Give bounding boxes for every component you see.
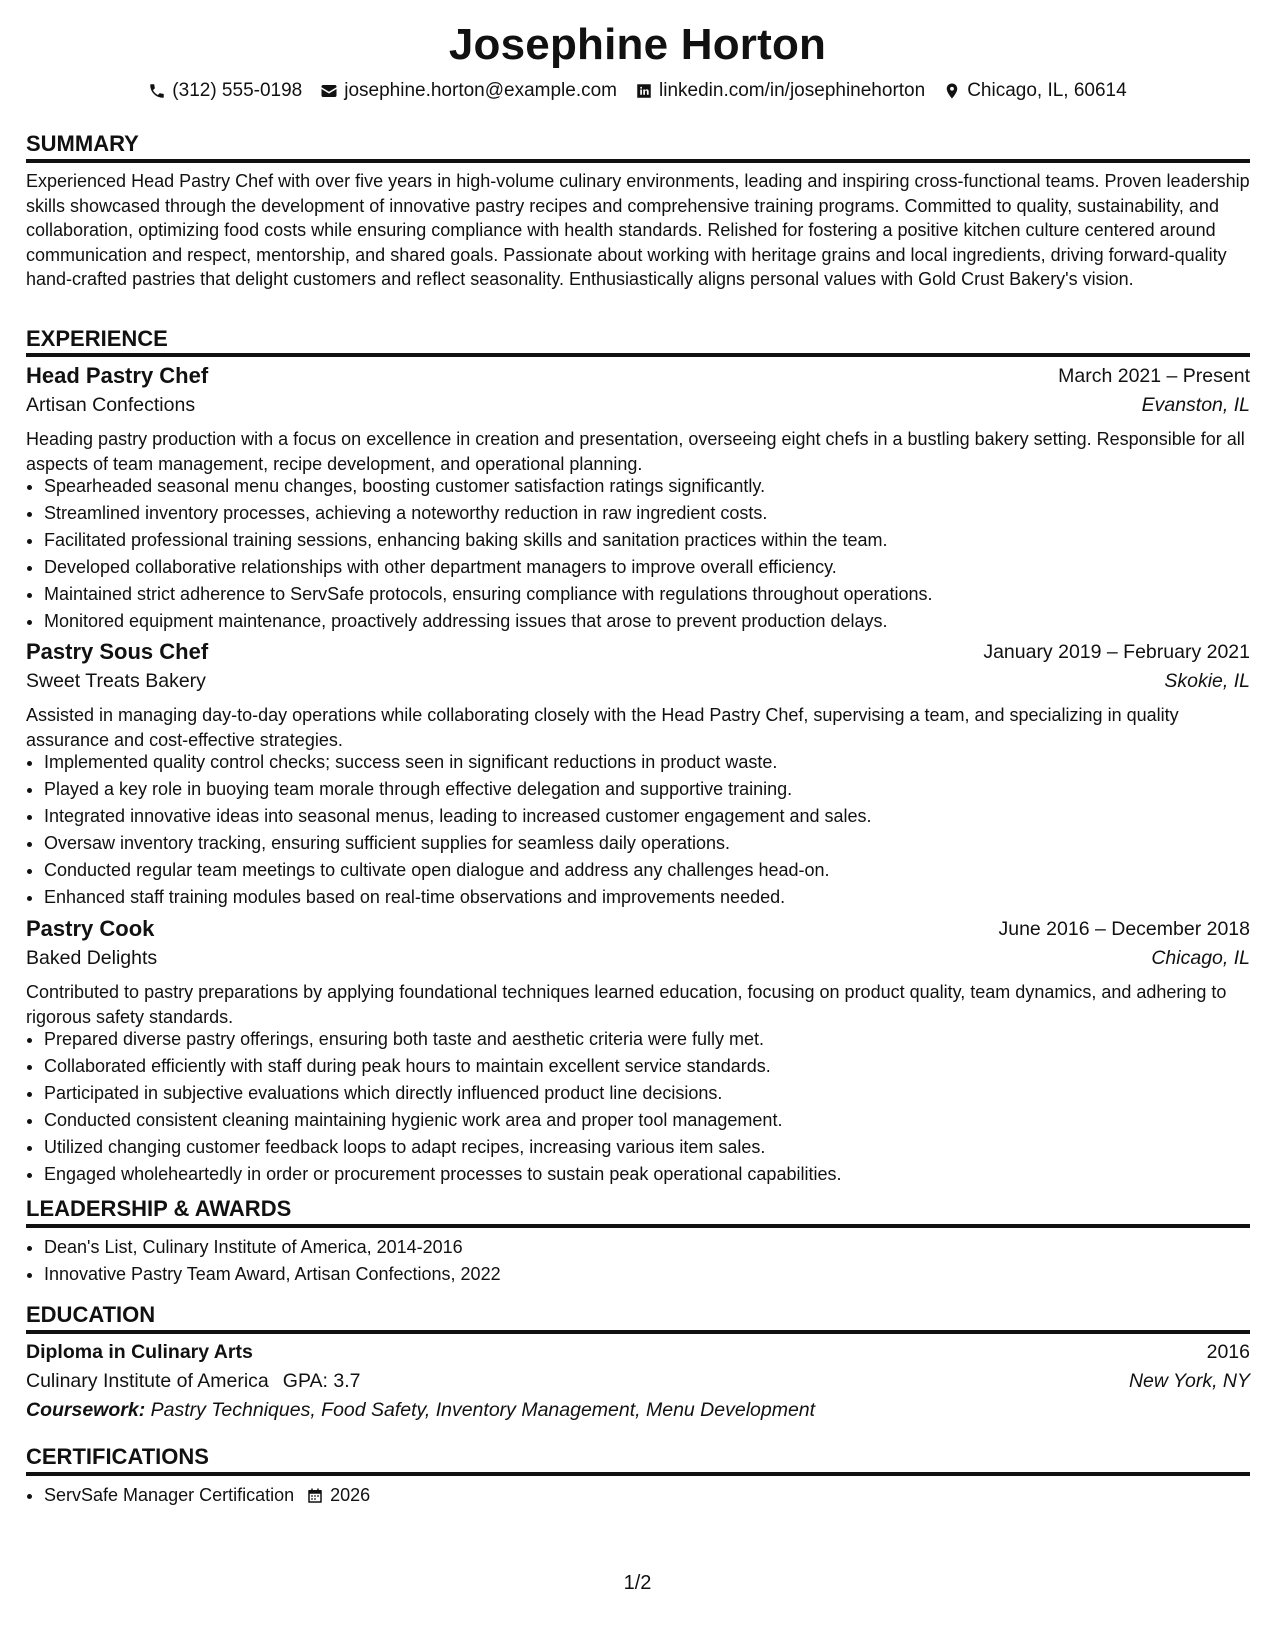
list-item: • Dean's List, Culinary Institute of America, 2014-2016 [44, 1234, 1268, 1261]
job-title: Head Pastry Chef [26, 363, 209, 388]
phone-icon [148, 82, 166, 100]
awards-divider [26, 1224, 1250, 1228]
list-item: • Participated in subjective evaluations which directly influenced product line decisions. [44, 1080, 1268, 1107]
list-item: • Played a key role in buoying team morale through effective delegation and supportive training. [44, 776, 1268, 803]
certifications-list [26, 1482, 1268, 1509]
contact-location-text: Chicago, IL, 60614 [967, 80, 1127, 101]
education-year: 2016 [1206, 1341, 1250, 1363]
list-item: • Enhanced staff training modules based on real-time observations and improvements needed. [44, 884, 1268, 911]
experience-divider [26, 353, 1250, 357]
list-item: • Streamlined inventory processes, achieving a noteworthy reduction in raw ingredient costs. [44, 500, 1268, 527]
job-company: Artisan Confections [26, 394, 196, 416]
list-item: • Engaged wholeheartedly in order or procurement processes to sustain peak operational capabilities. [44, 1161, 1268, 1188]
contact-phone-text: (312) 555-0198 [172, 80, 303, 101]
experience-heading: EXPERIENCE [26, 326, 168, 351]
contact-linkedin-text[interactable]: linkedin.com/in/josephinehorton [659, 80, 926, 101]
job-location: Chicago, IL [1151, 947, 1250, 969]
coursework-text: Pastry Techniques, Food Safety, Inventory Management, Menu Development [150, 1399, 816, 1421]
contact-bar [0, 80, 1275, 102]
candidate-name: Josephine Horton [448, 20, 827, 69]
job-dates: June 2016 – December 2018 [998, 918, 1250, 940]
list-item: • Collaborated efficiently with staff during peak hours to maintain excellent service standards. [44, 1053, 1268, 1080]
calendar-icon [306, 1487, 324, 1505]
list-item: • Conducted regular team meetings to cultivate open dialogue and address any challenges head-on. [44, 857, 1268, 884]
job-company: Sweet Treats Bakery [26, 670, 206, 692]
job-title: Pastry Sous Chef [26, 639, 209, 664]
contact-email-text[interactable]: josephine.horton@example.com [344, 80, 618, 101]
summary-divider [26, 159, 1250, 163]
education-heading: EDUCATION [26, 1302, 156, 1327]
certifications-divider [26, 1472, 1250, 1476]
job-bullets [26, 749, 1268, 911]
job-dates: March 2021 – Present [1058, 365, 1250, 387]
education-gpa: GPA: 3.7 [282, 1370, 361, 1392]
job-description: Heading pastry production with a focus on excellence in creation and presentation, overseeing eight chefs in a bustling bakery setting. Responsible for all aspects of team management, recipe development, and operational planning. [26, 429, 1245, 474]
contact-email[interactable] [320, 80, 617, 102]
coursework-label: Coursework: [26, 1399, 146, 1421]
job-dates: January 2019 – February 2021 [983, 641, 1250, 663]
list-item: • Facilitated professional training sessions, enhancing baking skills and sanitation practices within the team. [44, 527, 1268, 554]
summary-heading: SUMMARY [26, 131, 139, 156]
map-pin-icon [943, 82, 961, 100]
page-number: 1/2 [623, 1572, 652, 1594]
list-item: • Utilized changing customer feedback loops to adapt recipes, increasing various item sales. [44, 1134, 1268, 1161]
job-bullets [26, 1026, 1268, 1188]
job-bullets [26, 473, 1268, 635]
list-item [44, 1482, 1268, 1509]
job-company: Baked Delights [26, 947, 158, 969]
list-item: • Developed collaborative relationships with other department managers to improve overall efficiency. [44, 554, 1268, 581]
list-item: • Innovative Pastry Team Award, Artisan Confections, 2022 [44, 1261, 1268, 1288]
job-location: Evanston, IL [1141, 394, 1250, 416]
education-school: Culinary Institute of America [26, 1370, 269, 1392]
certification-year: 2026 [330, 1485, 371, 1505]
list-item: • Spearheaded seasonal menu changes, boosting customer satisfaction ratings significantly. [44, 473, 1268, 500]
awards-heading: LEADERSHIP & AWARDS [26, 1196, 292, 1221]
list-item: • Maintained strict adherence to ServSafe protocols, ensuring compliance with regulations throughout operations. [44, 581, 1268, 608]
education-coursework [26, 1399, 815, 1422]
job-description: Assisted in managing day-to-day operations while collaborating closely with the Head Pastry Chef, supervising a team, and specializing in quality assurance and cost-effective strategies. [26, 705, 1179, 750]
envelope-icon [320, 82, 338, 100]
contact-location [943, 80, 1127, 102]
awards-list [26, 1234, 1268, 1288]
contact-linkedin[interactable] [635, 80, 925, 102]
linkedin-icon [635, 82, 653, 100]
job-description: Contributed to pastry preparations by applying foundational techniques learned education, focusing on product quality, team dynamics, and adhering to rigorous safety standards. [26, 982, 1227, 1027]
summary-text: Experienced Head Pastry Chef with over five years in high-volume culinary environments, leading and inspiring cross-functional teams. Proven leadership skills showcased through the development of innovative pastry recipes and comprehensive training programs. Committed to quality, sustainability, and collaboration, optimizing food costs while ensuring compliance with health standards. Relished for fostering a positive kitchen culture centered around communication and respect, mentorship, and shared goals. Passionate about working with heritage grains and local ingredients, driving forward-quality hand-crafted pastries that delight customers and reflect seasonality. Enthusiastically aligns personal values with Gold Crust Bakery's vision. [26, 171, 1250, 289]
job-location: Skokie, IL [1164, 670, 1250, 692]
list-item: • Prepared diverse pastry offerings, ensuring both taste and aesthetic criteria were fully met. [44, 1026, 1268, 1053]
certification-name: • ServSafe Manager Certification [44, 1485, 295, 1505]
education-divider [26, 1330, 1250, 1334]
job-title: Pastry Cook [26, 916, 155, 941]
list-item: • Monitored equipment maintenance, proactively addressing issues that arose to prevent production delays. [44, 608, 1268, 635]
contact-phone [148, 80, 302, 102]
certifications-heading: CERTIFICATIONS [26, 1444, 209, 1469]
list-item: • Conducted consistent cleaning maintaining hygienic work area and proper tool management. [44, 1107, 1268, 1134]
education-location: New York, NY [1128, 1370, 1250, 1392]
education-degree: Diploma in Culinary Arts [26, 1341, 253, 1363]
list-item: • Integrated innovative ideas into seasonal menus, leading to increased customer engagement and sales. [44, 803, 1268, 830]
list-item: • Oversaw inventory tracking, ensuring sufficient supplies for seamless daily operations. [44, 830, 1268, 857]
education-school-line [26, 1370, 360, 1393]
list-item: • Implemented quality control checks; success seen in significant reductions in product waste. [44, 749, 1268, 776]
